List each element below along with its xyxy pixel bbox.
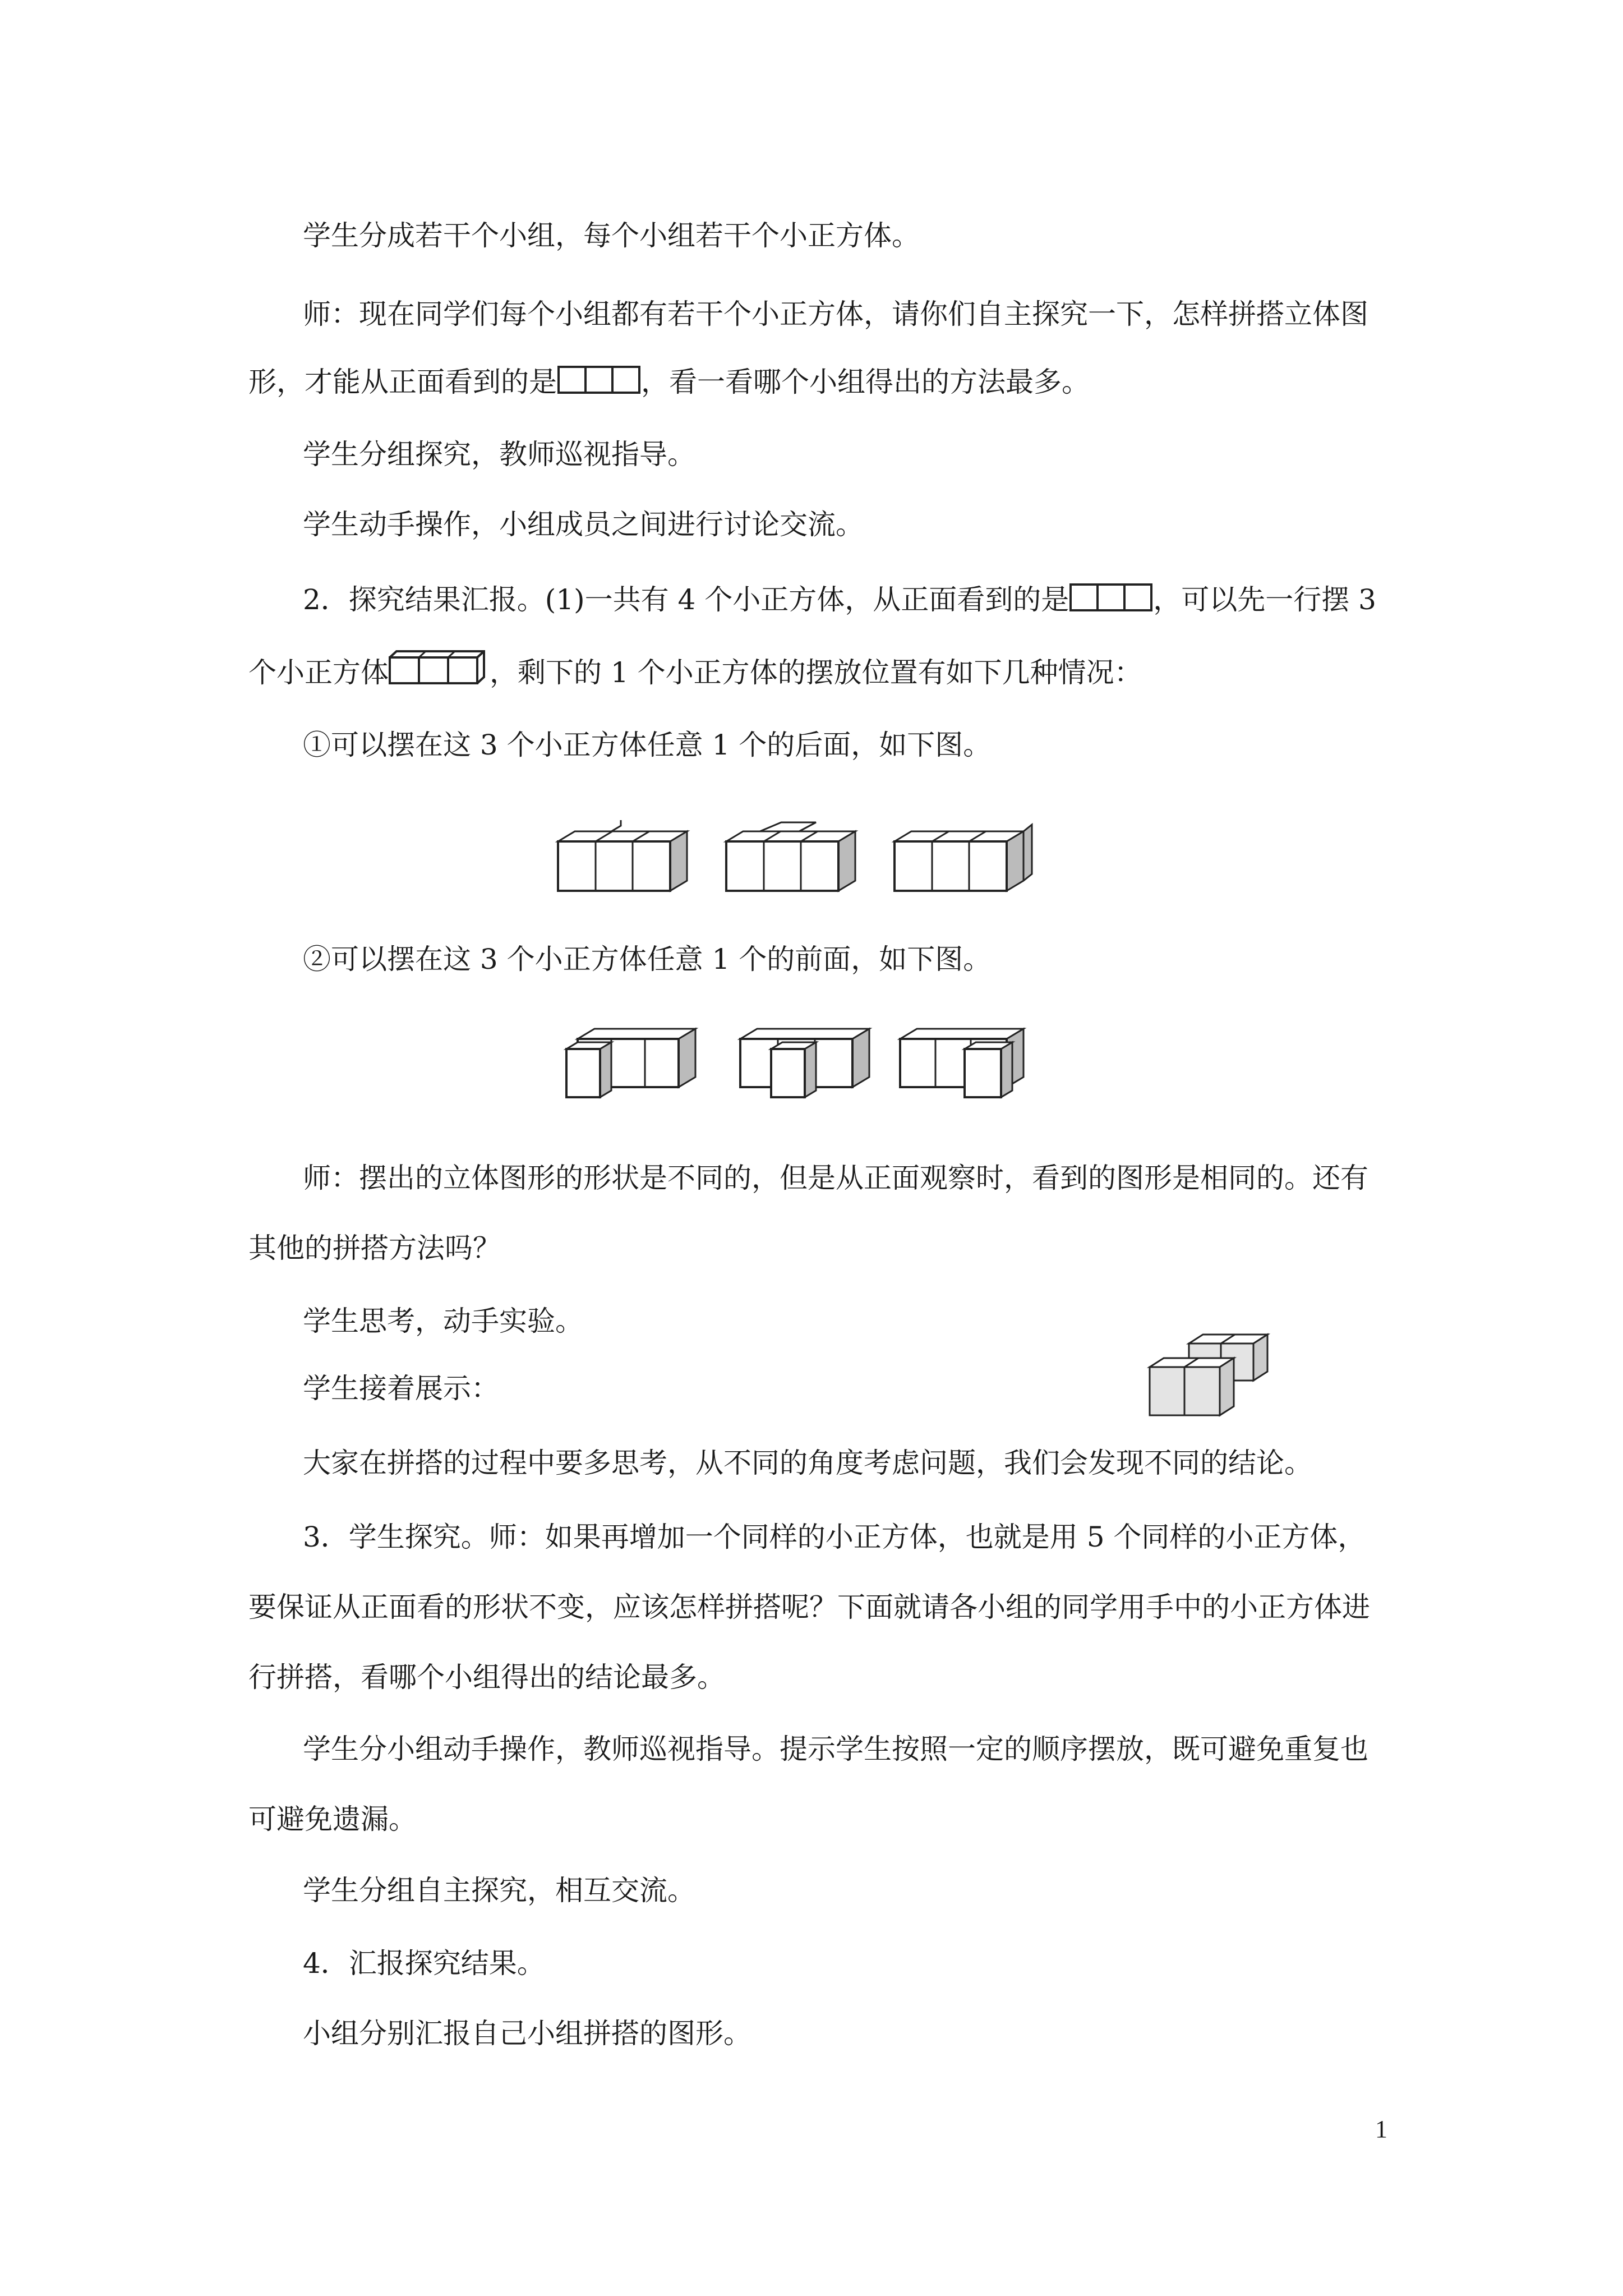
paragraph: 学生分组探究，教师巡视指导。: [303, 438, 695, 471]
paragraph: 师：现在同学们每个小组都有若干个小正方体，请你们自主探究一下，怎样拼搭立体图: [303, 298, 1368, 330]
paragraph: 学生接着展示：: [303, 1372, 499, 1405]
paragraph: 4．汇报探究结果。: [303, 1947, 545, 1980]
paragraph: 小组分别汇报自己小组拼搭的图形。: [303, 2017, 751, 2050]
paragraph: 师：摆出的立体图形的形状是不同的，但是从正面观察时，看到的图形是相同的。还有: [303, 1162, 1368, 1194]
paragraph: 3．学生探究。师：如果再增加一个同样的小正方体，也就是用 5 个同样的小正方体，: [303, 1521, 1366, 1553]
front-view-three-squares-icon: [557, 365, 641, 395]
paragraph: 学生分成若干个小组，每个小组若干个小正方体。: [303, 219, 920, 252]
paragraph: 其他的拼搭方法吗？: [248, 1232, 501, 1264]
paragraph: [303, 582, 1376, 616]
page-number: 1: [1375, 2115, 1387, 2143]
paragraph: [248, 650, 1142, 689]
three-cubes-row-icon: [389, 650, 490, 685]
text-segment: ，看一看哪个小组得出的方法最多。: [641, 366, 1090, 398]
paragraph: 学生分小组动手操作，教师巡视指导。提示学生按照一定的顺序摆放，既可避免重复也: [303, 1733, 1368, 1765]
cube-behind-figure-1: [558, 825, 693, 895]
front-view-three-squares-icon: [1069, 582, 1153, 613]
paragraph: 可避免遗漏。: [248, 1803, 417, 1835]
paragraph: 学生分组自主探究，相互交流。: [303, 1874, 695, 1907]
cube-front-figure-3: [900, 1032, 1035, 1102]
paragraph: 要保证从正面看的形状不变，应该怎样拼搭呢？下面就请各小组的同学用手中的小正方体进: [248, 1591, 1370, 1623]
text-segment: ，可以先一行摆 3: [1153, 583, 1376, 616]
paragraph: 大家在拼搭的过程中要多思考，从不同的角度考虑问题，我们会发现不同的结论。: [303, 1447, 1312, 1479]
paragraph: 行拼搭，看哪个小组得出的结论最多。: [248, 1661, 725, 1694]
paragraph: 学生思考，动手实验。: [303, 1305, 583, 1337]
text-segment: ，剩下的 1 个小正方体的摆放位置有如下几种情况：: [490, 656, 1142, 689]
cube-behind-figure-3: [895, 825, 1035, 895]
paragraph: 学生动手操作，小组成员之间进行讨论交流。: [303, 508, 864, 541]
stacked-cubes-figure: [1150, 1332, 1276, 1419]
text-segment: 形，才能从正面看到的是: [248, 366, 557, 398]
cube-front-figure-1: [566, 1032, 701, 1102]
paragraph: ①可以摆在这 3 个小正方体任意 1 个的后面，如下图。: [303, 729, 992, 761]
text-segment: 2．探究结果汇报。(1)一共有 4 个小正方体，从正面看到的是: [303, 583, 1069, 616]
paragraph: [248, 365, 1090, 399]
cube-behind-figure-2: [726, 825, 861, 895]
text-segment: 个小正方体: [248, 656, 389, 689]
cube-front-figure-2: [740, 1032, 875, 1102]
paragraph: ②可以摆在这 3 个小正方体任意 1 个的前面，如下图。: [303, 943, 992, 976]
